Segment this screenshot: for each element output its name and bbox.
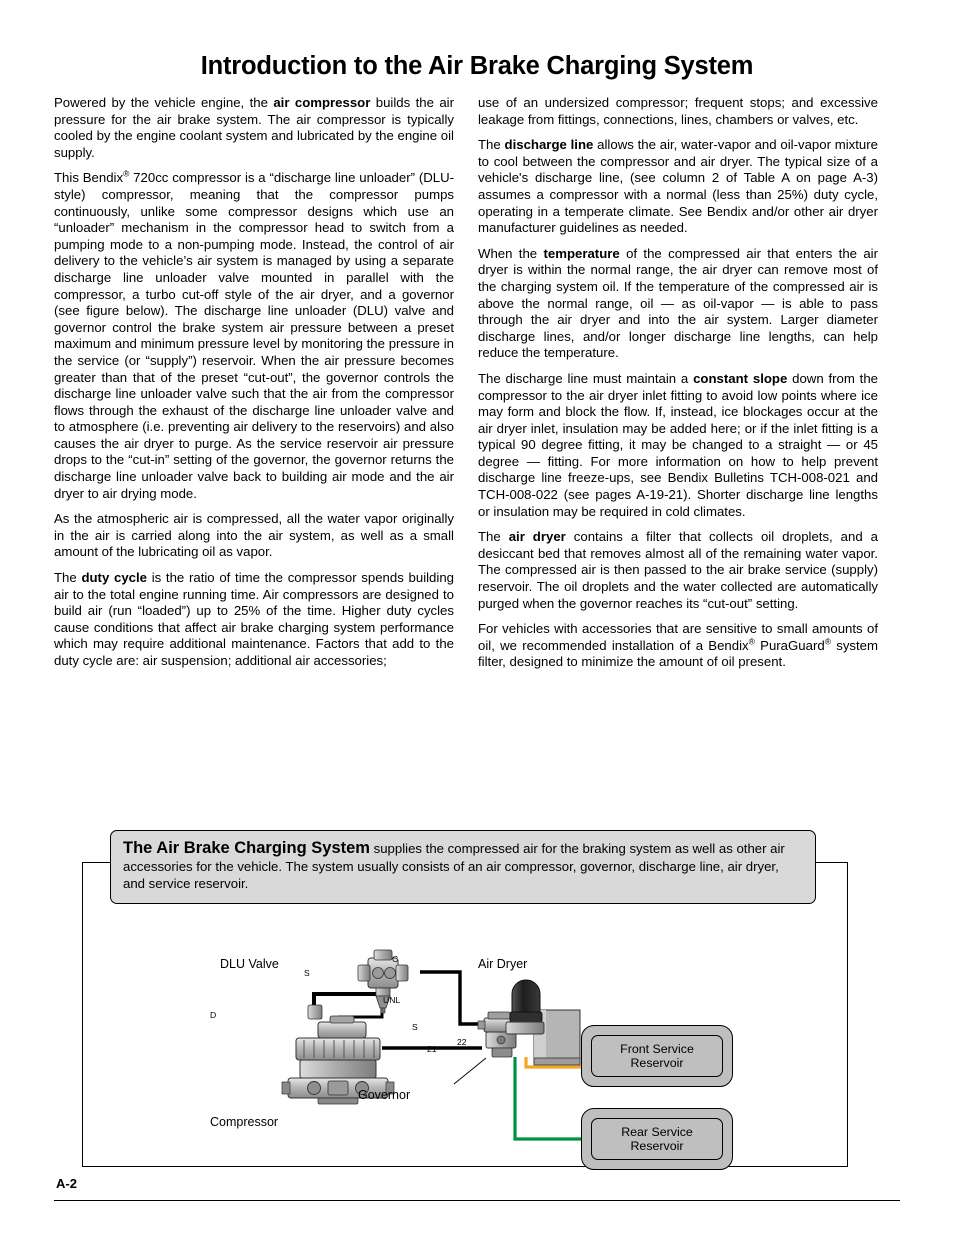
- air-dryer-graphic: [506, 980, 580, 1065]
- front-reservoir-line1: Front Service: [620, 1041, 694, 1056]
- paragraph: [478, 371, 878, 520]
- label-port-d: D: [210, 1010, 217, 1020]
- front-reservoir-line2: Reservoir: [630, 1056, 684, 1070]
- paragraph: [478, 246, 878, 362]
- figure-caption-rest: supplies the compressed air for the braking system as well as other air accessories for the vehicle. The system usually consists of an air compressor, governor, discharge line, air dryer, and service reservoir.: [123, 841, 785, 891]
- body-text: allows the air, water-vapor and oil-vapor mixture to cool between the compressor and air dryer. The typical size of a vehicle's discharge line, (see column 2 of Table A on page A-3) assumes a compressor with a normal (less than 25%) duty cycle, operating in a temperate climate. See Bendix and/or other air dryer manufacturer guidelines as needed.: [478, 137, 878, 236]
- rear-reservoir-line2: Reservoir: [630, 1139, 684, 1153]
- front-service-reservoir: [581, 1025, 733, 1087]
- body-text: is the ratio of time the compressor spends building air to the total engine running time. Air compressors are designed to build air (run “loaded”) up to 25% of the time. Higher duty cycles cause conditions that affect air brake charging system performance which may require additional maintenance. Factors that add to the duty cycle are: air suspension; additional air accessories;: [54, 570, 454, 668]
- figure-caption-lead: The Air Brake Charging System: [123, 839, 370, 857]
- paragraph: [478, 621, 878, 671]
- emphasis-text: air compressor: [273, 95, 371, 110]
- emphasis-text: temperature: [543, 245, 620, 261]
- paragraph: [54, 511, 454, 561]
- rear-reservoir-line1: Rear Service: [621, 1124, 693, 1139]
- footer-rule: [54, 1200, 900, 1201]
- figure-caption: [110, 830, 816, 904]
- emphasis-text: air dryer: [508, 529, 566, 545]
- label-governor: Governor: [358, 1088, 411, 1102]
- registered-mark: ®: [123, 168, 130, 179]
- body-text: system filter, designed to minimize the amount of oil present.: [478, 637, 878, 670]
- emphasis-text: duty cycle: [81, 570, 147, 586]
- right-column: [478, 95, 878, 671]
- figure-air-brake-charging-system: [82, 830, 852, 1170]
- registered-mark: ®: [824, 636, 831, 647]
- body-text: The: [478, 137, 505, 153]
- body-text: For vehicles with accessories that are sensitive to small amounts of oil, we recommended installation of a Bendix: [478, 621, 878, 653]
- body-text: PuraGuard: [754, 637, 825, 653]
- label-port-s-top: S: [304, 968, 310, 978]
- schematic-svg: [82, 862, 848, 1167]
- body-text: contains a filter that collects oil droplets, and a desiccant bed that removes almost all of the remaining water vapor. The compressed air is then passed to the air brake service (supply) reservoir. The oil droplets and the water collected are automatically purged when the governor reaches its “cut-out” setting.: [478, 529, 878, 611]
- paragraph: [478, 137, 878, 237]
- label-air-dryer: Air Dryer: [478, 957, 528, 971]
- registered-mark: ®: [748, 636, 755, 647]
- body-text: 720cc compressor is a “discharge line unloader” (DLU-style) compressor, meaning that the compressor pumps continuously, unlike some compressor designs which use an “unloader” mechanism in the compressor head to switch from a pumping mode to a non-pumping mode. Instead, the control of air delivery to the vehicle’s air system is managed by using a separate discharge line unloader valve mounted in parallel with the compressor, a turbo cut-off style of the air dryer, and a governor (see figure below). The discharge line unloader (DLU) valve and governor control the brake system air pressure between a preset maximum and minimum pressure level by monitoring the pressure in the service (or “supply”) reservoir. When the air pressure becomes greater than that of the preset “cut-out”, the governor controls the discharge line unloader valve such that the air from the compressor flows through the exhaust of the discharge line unloader valve and to atmosphere (i.e. preventing air delivery to the reservoirs) and also causes the air dryer to purge. As the service reservoir air pressure drops to the “cut-in” setting of the governor, the governor returns the discharge line unloader valve back to building air mode and the air dryer to air drying mode.: [54, 170, 454, 501]
- figure-diagram: [82, 862, 848, 1167]
- body-text: use of an undersized compressor; frequent stops; and excessive leakage from fittings, connections, lines, chambers or valves, etc.: [478, 95, 878, 127]
- body-text: down from the compressor to the air dryer inlet fitting to avoid low points where ice may form and block the flow. If, instead, ice blockages occur at the air dryer inlet, insulation may be added here; or if the inlet fitting is a typical 90 degree fitting, it may be changed to a straight — or 45 degree — fitting. For more information on how to help prevent discharge line freeze-ups, see Bendix Bulletins TCH-008-021 and TCH-008-022 (see pages A-19-21). Shorter discharge line lengths or insulation may be required in cold climates.: [478, 370, 878, 519]
- paragraph: [54, 95, 454, 161]
- rear-service-reservoir-label: [591, 1118, 723, 1160]
- body-text: builds the air pressure for the air brake system. The air compressor is typically cooled by the engine coolant system and lubricated by the engine oil supply.: [54, 95, 454, 160]
- body-text: The discharge line must maintain a: [478, 370, 694, 386]
- body-text: of the compressed air that enters the air dryer is within the normal range, the air dryer can remove most of the charging system oil. If the temperature of the compressed air is above the normal range, oil — as oil-vapor — is able to pass through the air dryer and into the air system. Larger diameter discharge lines, and/or longer discharge line lengths, can help reduce the temperature.: [478, 245, 878, 361]
- page-number: A-2: [56, 1176, 77, 1191]
- label-port-21: 21: [427, 1044, 437, 1054]
- label-port-c: C: [392, 954, 399, 964]
- paragraph: [478, 529, 878, 612]
- label-port-s-governor: S: [412, 1022, 418, 1032]
- emphasis-text: constant slope: [693, 370, 788, 386]
- rear-service-reservoir: [581, 1108, 733, 1170]
- page-title: Introduction to the Air Brake Charging System: [200, 52, 754, 80]
- label-port-22: 22: [457, 1037, 467, 1047]
- body-text: This Bendix: [54, 170, 124, 186]
- label-dlu-valve: DLU Valve: [220, 957, 279, 971]
- paragraph: [478, 95, 878, 128]
- body-text: When the: [478, 245, 544, 261]
- paragraph: [54, 170, 454, 502]
- emphasis-text: discharge line: [504, 137, 594, 153]
- front-service-reservoir-label: [591, 1035, 723, 1077]
- body-text: The: [478, 529, 509, 545]
- body-text: Powered by the vehicle engine, the: [54, 95, 274, 110]
- label-port-unl: UNL: [383, 995, 401, 1005]
- body-text: As the atmospheric air is compressed, all the water vapor originally in the air is carried along into the air system, as well as a small amount of the lubricating oil as vapor.: [54, 511, 454, 560]
- body-text: The: [54, 570, 82, 586]
- paragraph: [54, 570, 454, 670]
- label-compressor: Compressor: [210, 1115, 279, 1129]
- left-column: [54, 95, 454, 670]
